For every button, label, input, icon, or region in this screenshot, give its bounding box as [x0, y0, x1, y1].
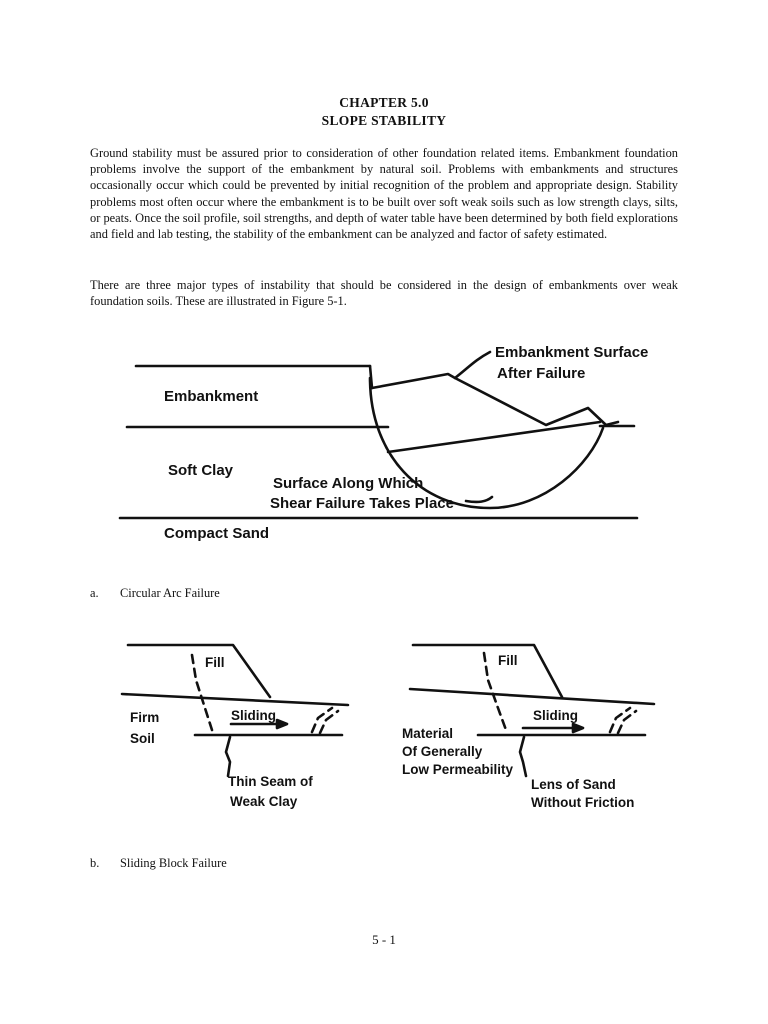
label-embankment: Embankment	[164, 388, 259, 405]
pointer-surface-label	[455, 352, 490, 378]
left-label-soil: Soil	[130, 731, 155, 746]
shifted-ground-line	[388, 422, 600, 452]
left-label-weak-clay: Weak Clay	[230, 794, 298, 809]
left-pointer	[226, 737, 230, 776]
left-label-fill: Fill	[205, 655, 225, 670]
left-label-firm: Firm	[130, 710, 160, 725]
pointer-shear-label	[466, 497, 492, 502]
label-after-failure: After Failure	[497, 365, 586, 382]
caption-a-text: Circular Arc Failure	[120, 586, 220, 600]
caption-b	[90, 856, 227, 871]
left-label-sliding: Sliding	[231, 708, 276, 723]
right-pointer	[520, 737, 526, 776]
right-label-low-permeability: Low Permeability	[402, 762, 514, 777]
right-sliding-arrow-head	[573, 724, 583, 732]
right-label-material: Material	[402, 726, 454, 741]
left-ground-line	[122, 694, 348, 705]
right-label-fill: Fill	[498, 653, 518, 668]
intro-paragraph: Ground stability must be assured prior to consideration of other foundation related items. Embankment foundation problems involve the support of the embankment by natural soil. Problems with embankments and structures occasionally occur which could be prevented by initial recognition of the problem and appropriate design. Stability problems most often occur where the embankment is to be built over soft weak soils such as low strength clays, silts, or peats. Once the soil profile, soil strengths, and depth of water table have been determined by both field explorations and field and lab testing, the stability of the embankment can be analyzed and factor of safety estimated.	[90, 146, 678, 242]
label-shear-failure: Shear Failure Takes Place	[270, 495, 454, 512]
label-compact-sand: Compact Sand	[164, 525, 270, 542]
label-surface-along-which: Surface Along Which	[273, 475, 424, 492]
right-ground-line	[410, 689, 654, 704]
label-soft-clay: Soft Clay	[168, 462, 234, 479]
caption-a-letter: a.	[90, 586, 99, 600]
page-number: 5 - 1	[372, 932, 396, 947]
left-sliding-arrow-head	[277, 720, 287, 728]
right-label-without-friction: Without Friction	[531, 795, 635, 810]
page-title: SLOPE STABILITY	[321, 113, 447, 128]
right-label-generally: Of Generally	[402, 744, 483, 759]
right-label-sliding: Sliding	[533, 708, 578, 723]
caption-a	[90, 586, 220, 601]
left-label-thin-seam: Thin Seam of	[228, 774, 313, 789]
caption-b-letter: b.	[90, 856, 100, 870]
right-label-lens-of-sand: Lens of Sand	[531, 777, 616, 792]
sliding-block-failure-diagram	[0, 630, 768, 820]
caption-b-text: Sliding Block Failure	[120, 856, 227, 870]
circular-arc-failure-diagram	[0, 330, 768, 550]
types-paragraph: There are three major types of instability that should be considered in the design of embankments over weak foundation soils. These are illustrated in Figure 5-1.	[90, 278, 678, 309]
label-embankment-surface: Embankment Surface	[495, 344, 649, 361]
chapter-heading: CHAPTER 5.0	[339, 95, 429, 110]
